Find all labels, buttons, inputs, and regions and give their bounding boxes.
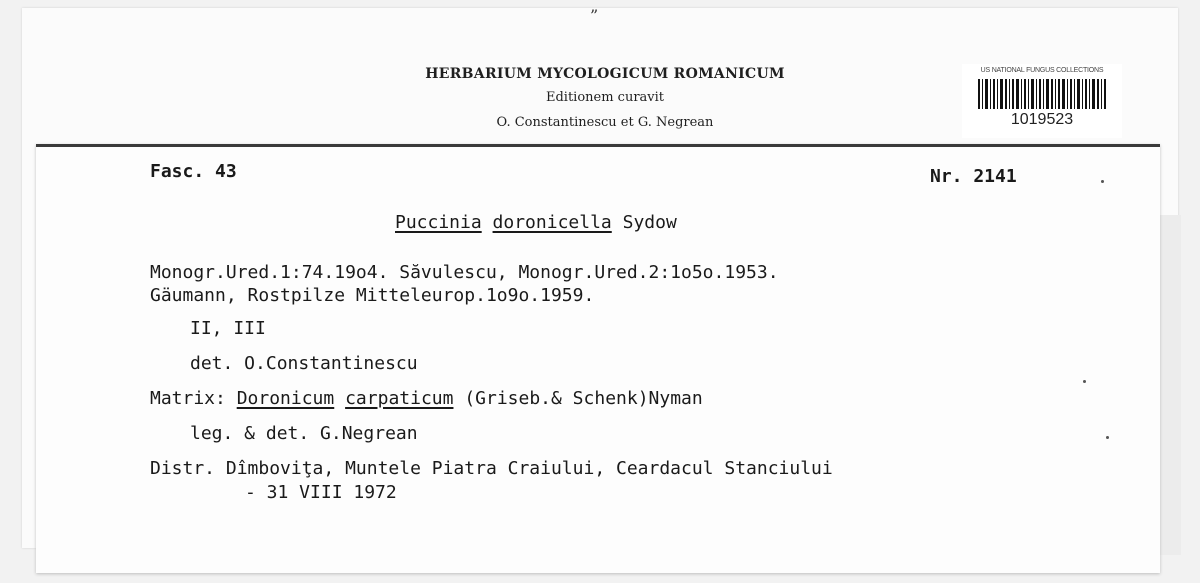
species-author: Sydow [622, 212, 677, 233]
specimen-number: Nr. 2141 [930, 166, 1017, 187]
reference-line-1: Monogr.Ured.1:74.19o4. Săvulescu, Monogr.Ured.2:1o5o.1953. [150, 262, 779, 283]
dust-speck [1101, 180, 1104, 183]
species-epithet: doronicella [492, 212, 612, 233]
matrix-host [150, 388, 703, 410]
barcode-label [962, 64, 1122, 138]
barcode-institution: US NATIONAL FUNGUS COLLECTIONS [980, 67, 1104, 74]
distribution-line-2: - 31 VIII 1972 [245, 482, 397, 503]
herbarium-title: HERBARIUM MYCOLOGICUM ROMANICUM [425, 66, 785, 82]
reference-line-2: Gäumann, Rostpilze Mitteleurop.1o9o.1959. [150, 285, 595, 306]
fascicle-number: Fasc. 43 [150, 161, 237, 182]
barcode-icon [978, 79, 1106, 109]
dust-speck [1083, 380, 1086, 383]
determiner: det. O.Constantinescu [190, 353, 418, 374]
barcode-number: 1019523 [1010, 111, 1074, 128]
distribution-line-1: Distr. Dîmboviţa, Muntele Piatra Craiului, Ceardacul Stanciului [150, 458, 833, 479]
spore-stages: II, III [190, 318, 266, 339]
matrix-prefix: Matrix: [150, 388, 226, 409]
herbarium-editors: O. Constantinescu et G. Negrean [496, 115, 714, 130]
matrix-author: (Griseb.& Schenk)Nyman [464, 388, 703, 409]
matrix-epithet: carpaticum [345, 388, 454, 409]
matrix-genus: Doronicum [236, 388, 335, 409]
pencil-mark: ” [590, 6, 599, 25]
species-name [395, 212, 677, 234]
collector: leg. & det. G.Negrean [190, 423, 418, 444]
dust-speck [1106, 436, 1109, 439]
herbarium-subtitle: Editionem curavit [545, 90, 665, 105]
species-genus: Puccinia [395, 212, 482, 233]
underlying-sheet-edge [1158, 215, 1181, 555]
